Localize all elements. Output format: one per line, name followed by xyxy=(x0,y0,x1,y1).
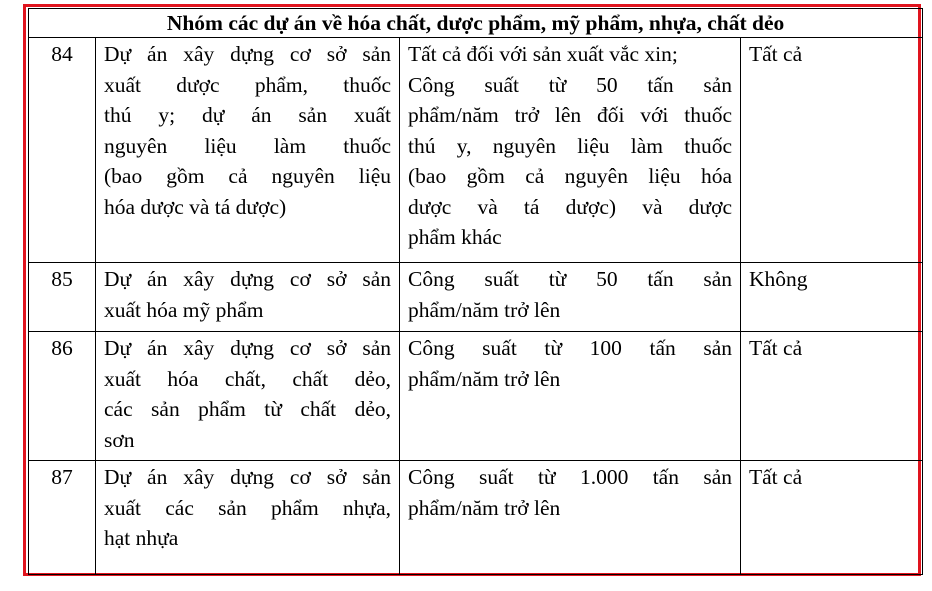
project-cell xyxy=(96,332,400,461)
table-row xyxy=(29,461,923,575)
project-line: Dự án xây dựng cơ sở sản xyxy=(104,42,391,66)
project-line: Dự án xây dựng cơ sở sản xyxy=(104,267,391,291)
project-cell xyxy=(96,38,400,263)
project-line: Dự án xây dựng cơ sở sản xyxy=(104,465,391,489)
applies-cell: Không xyxy=(741,263,923,332)
table-row xyxy=(29,38,923,263)
scale-line: Công suất từ 50 tấn sản xyxy=(408,72,732,97)
row-number: 87 xyxy=(29,461,96,575)
project-line: xuất dược phẩm, thuốc xyxy=(104,72,391,97)
row-number: 84 xyxy=(29,38,96,263)
project-line: xuất hóa chất, chất dẻo, xyxy=(104,366,391,391)
scale-cell xyxy=(400,332,741,461)
group-header: Nhóm các dự án về hóa chất, dược phẩm, mỹ phẩm, nhựa, chất dẻo xyxy=(29,9,923,38)
project-table xyxy=(28,8,923,575)
scale-line: (bao gồm cả nguyên liệu hóa xyxy=(408,164,732,188)
scale-line: phẩm/năm trở lên xyxy=(408,366,561,391)
scale-line: phẩm/năm trở lên xyxy=(408,297,561,322)
applies-cell: Tất cả xyxy=(741,332,923,461)
project-line: hạt nhựa xyxy=(104,526,179,550)
scale-cell xyxy=(400,461,741,575)
scale-line: thú y, nguyên liệu làm thuốc xyxy=(408,133,732,158)
row-number: 85 xyxy=(29,263,96,332)
applies-cell: Tất cả xyxy=(741,38,923,263)
scale-line: phẩm/năm trở lên xyxy=(408,495,561,520)
project-line: (bao gồm cả nguyên liệu xyxy=(104,164,391,188)
project-line: sơn xyxy=(104,427,135,452)
project-line: hóa dược và tá dược) xyxy=(104,194,287,219)
scale-line: dược và tá dược) và dược xyxy=(408,194,732,219)
group-header-row xyxy=(29,9,923,38)
project-line: nguyên liệu làm thuốc xyxy=(104,133,391,158)
project-line: Dự án xây dựng cơ sở sản xyxy=(104,336,391,360)
project-line: thú y; dự án sản xuất xyxy=(104,103,391,127)
project-cell xyxy=(96,263,400,332)
scale-line: phẩm/năm trở lên đối với thuốc xyxy=(408,103,732,127)
project-line: xuất các sản phẩm nhựa, xyxy=(104,495,391,520)
scale-line: Công suất từ 100 tấn sản xyxy=(408,336,732,360)
project-cell xyxy=(96,461,400,575)
scale-cell xyxy=(400,38,741,263)
table-row xyxy=(29,332,923,461)
scale-line: phẩm khác xyxy=(408,225,502,249)
scale-cell xyxy=(400,263,741,332)
table-row xyxy=(29,263,923,332)
scale-line: Công suất từ 1.000 tấn sản xyxy=(408,465,732,489)
scale-line: Tất cả đối với sản xuất vắc xin; xyxy=(408,42,678,66)
project-line: xuất hóa mỹ phẩm xyxy=(104,297,264,322)
scale-line: Công suất từ 50 tấn sản xyxy=(408,267,732,291)
applies-cell: Tất cả xyxy=(741,461,923,575)
row-number: 86 xyxy=(29,332,96,461)
project-line: các sản phẩm từ chất dẻo, xyxy=(104,397,391,421)
